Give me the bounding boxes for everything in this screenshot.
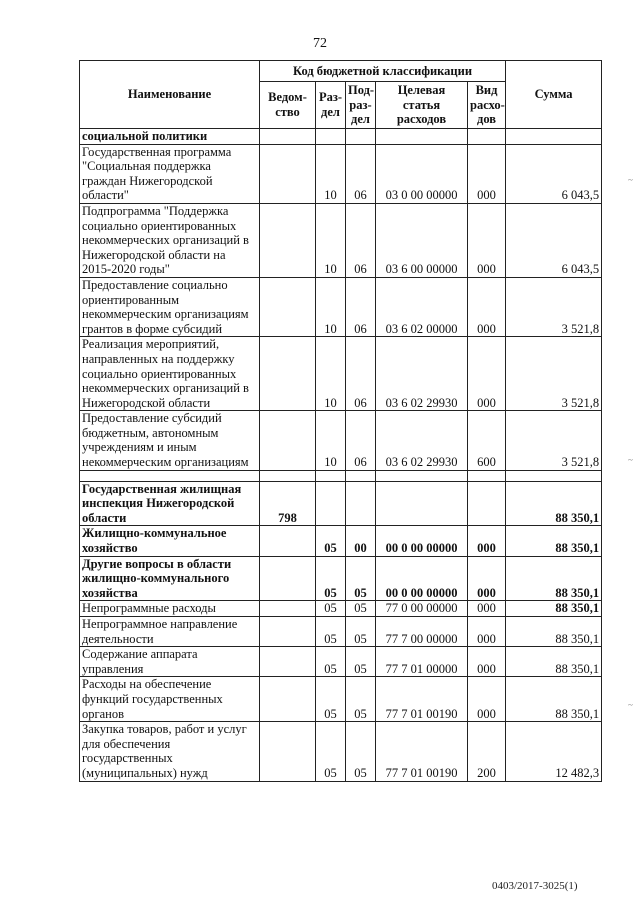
cell-name: Непрограммные расходы	[80, 601, 260, 617]
cell-vedomstvo	[260, 411, 316, 470]
cell-name: Государственная жилищная инспекция Нижегородской области	[80, 481, 260, 526]
cell-vid-raskhodov: 000	[468, 337, 506, 411]
cell-vedomstvo	[260, 470, 316, 481]
cell-razdel: 05	[316, 677, 346, 722]
cell-vedomstvo	[260, 677, 316, 722]
cell-podrazdel: 00	[346, 526, 376, 556]
cell-tselevaya-statya: 03 6 02 29930	[376, 337, 468, 411]
cell-razdel: 10	[316, 411, 346, 470]
cell-razdel: 10	[316, 144, 346, 203]
cell-name	[80, 470, 260, 481]
header-tselevaya-statya: Целевая статья расходов	[376, 82, 468, 129]
cell-tselevaya-statya: 77 7 01 00190	[376, 722, 468, 781]
cell-podrazdel: 06	[346, 203, 376, 277]
header-name: Наименование	[80, 61, 260, 129]
cell-podrazdel: 05	[346, 601, 376, 617]
cell-podrazdel: 05	[346, 617, 376, 647]
cell-name: Содержание аппарата управления	[80, 647, 260, 677]
table-row	[80, 617, 602, 647]
cell-name: социальной политики	[80, 129, 260, 145]
cell-vedomstvo	[260, 617, 316, 647]
cell-summa: 6 043,5	[506, 203, 602, 277]
header-vedomstvo: Ведом-ство	[260, 82, 316, 129]
cell-summa: 88 350,1	[506, 677, 602, 722]
cell-summa: 88 350,1	[506, 601, 602, 617]
cell-podrazdel: 05	[346, 647, 376, 677]
cell-name: Подпрограмма "Поддержка социально ориентированных некоммерческих организаций в Нижегородской области на 2015-2020 годы"	[80, 203, 260, 277]
cell-podrazdel: 06	[346, 337, 376, 411]
cell-vid-raskhodov	[468, 481, 506, 526]
table-row	[80, 470, 602, 481]
cell-razdel	[316, 481, 346, 526]
cell-vid-raskhodov: 000	[468, 526, 506, 556]
cell-razdel: 10	[316, 203, 346, 277]
cell-razdel: 05	[316, 526, 346, 556]
cell-vid-raskhodov: 000	[468, 601, 506, 617]
header-summa: Сумма	[506, 61, 602, 129]
cell-podrazdel	[346, 481, 376, 526]
cell-vid-raskhodov: 000	[468, 277, 506, 336]
cell-vid-raskhodov	[468, 129, 506, 145]
header-classification-group: Код бюджетной классификации	[260, 61, 506, 82]
cell-summa	[506, 129, 602, 145]
cell-vedomstvo	[260, 277, 316, 336]
cell-name: Предоставление субсидий бюджетным, автономным учреждениям и иным некоммерческим организациям	[80, 411, 260, 470]
cell-name: Реализация мероприятий, направленных на поддержку социально ориентированных некоммерческих организаций в Нижегородской области	[80, 337, 260, 411]
cell-name: Расходы на обеспечение функций государственных органов	[80, 677, 260, 722]
cell-tselevaya-statya: 03 6 02 29930	[376, 411, 468, 470]
edge-mark: ~	[628, 700, 634, 710]
cell-podrazdel	[346, 129, 376, 145]
table-row	[80, 722, 602, 781]
cell-vedomstvo	[260, 601, 316, 617]
cell-vedomstvo	[260, 203, 316, 277]
cell-name: Другие вопросы в области жилищно-коммунального хозяйства	[80, 556, 260, 601]
cell-vedomstvo	[260, 647, 316, 677]
table-row	[80, 677, 602, 722]
cell-summa: 12 482,3	[506, 722, 602, 781]
cell-razdel: 05	[316, 647, 346, 677]
table-row	[80, 647, 602, 677]
cell-name: Жилищно-коммунальное хозяйство	[80, 526, 260, 556]
table-row	[80, 601, 602, 617]
cell-razdel: 05	[316, 617, 346, 647]
cell-vid-raskhodov: 000	[468, 144, 506, 203]
cell-razdel: 05	[316, 601, 346, 617]
cell-name: Предоставление социально ориентированным некоммерческим организациям грантов в форме субсидий	[80, 277, 260, 336]
cell-vedomstvo	[260, 722, 316, 781]
cell-tselevaya-statya	[376, 470, 468, 481]
table-row	[80, 144, 602, 203]
cell-razdel: 05	[316, 722, 346, 781]
table-row	[80, 526, 602, 556]
cell-vid-raskhodov	[468, 470, 506, 481]
cell-summa: 88 350,1	[506, 647, 602, 677]
cell-summa: 3 521,8	[506, 411, 602, 470]
cell-summa: 88 350,1	[506, 556, 602, 601]
cell-vid-raskhodov: 000	[468, 556, 506, 601]
cell-vedomstvo	[260, 144, 316, 203]
cell-podrazdel: 05	[346, 556, 376, 601]
cell-razdel: 05	[316, 556, 346, 601]
table-row	[80, 203, 602, 277]
cell-podrazdel: 05	[346, 722, 376, 781]
cell-vid-raskhodov: 200	[468, 722, 506, 781]
budget-table	[79, 60, 602, 782]
cell-razdel: 10	[316, 337, 346, 411]
table-row	[80, 277, 602, 336]
cell-tselevaya-statya: 00 0 00 00000	[376, 556, 468, 601]
header-vid-raskhodov: Вид расхо-дов	[468, 82, 506, 129]
cell-vedomstvo	[260, 556, 316, 601]
cell-vid-raskhodov: 000	[468, 677, 506, 722]
table-row	[80, 129, 602, 145]
cell-vid-raskhodov: 000	[468, 203, 506, 277]
cell-tselevaya-statya: 77 7 01 00190	[376, 677, 468, 722]
cell-razdel	[316, 129, 346, 145]
cell-tselevaya-statya: 03 0 00 00000	[376, 144, 468, 203]
cell-tselevaya-statya	[376, 481, 468, 526]
cell-summa: 88 350,1	[506, 481, 602, 526]
cell-vedomstvo	[260, 129, 316, 145]
cell-tselevaya-statya: 77 7 01 00000	[376, 647, 468, 677]
header-podrazdel: Под-раз-дел	[346, 82, 376, 129]
table-row	[80, 556, 602, 601]
cell-vid-raskhodov: 600	[468, 411, 506, 470]
cell-vedomstvo	[260, 337, 316, 411]
cell-vid-raskhodov: 000	[468, 617, 506, 647]
cell-podrazdel: 05	[346, 677, 376, 722]
document-code: 0403/2017-3025(1)	[492, 880, 578, 892]
cell-name: Государственная программа "Социальная поддержка граждан Нижегородской области"	[80, 144, 260, 203]
cell-tselevaya-statya: 77 0 00 00000	[376, 601, 468, 617]
cell-summa: 3 521,8	[506, 337, 602, 411]
cell-vid-raskhodov: 000	[468, 647, 506, 677]
cell-razdel	[316, 470, 346, 481]
table-body	[80, 129, 602, 782]
cell-razdel: 10	[316, 277, 346, 336]
cell-tselevaya-statya: 03 6 02 00000	[376, 277, 468, 336]
cell-podrazdel	[346, 470, 376, 481]
cell-podrazdel: 06	[346, 144, 376, 203]
cell-tselevaya-statya: 03 6 00 00000	[376, 203, 468, 277]
cell-tselevaya-statya: 77 7 00 00000	[376, 617, 468, 647]
cell-vedomstvo: 798	[260, 481, 316, 526]
cell-podrazdel: 06	[346, 411, 376, 470]
cell-summa: 6 043,5	[506, 144, 602, 203]
cell-summa: 3 521,8	[506, 277, 602, 336]
header-razdel: Раз-дел	[316, 82, 346, 129]
cell-name: Закупка товаров, работ и услуг для обеспечения государственных (муниципальных) нужд	[80, 722, 260, 781]
table-row	[80, 481, 602, 526]
cell-vedomstvo	[260, 526, 316, 556]
edge-mark: ~	[628, 455, 634, 465]
cell-name: Непрограммное направление деятельности	[80, 617, 260, 647]
edge-mark: ~	[628, 175, 634, 185]
cell-tselevaya-statya: 00 0 00 00000	[376, 526, 468, 556]
cell-tselevaya-statya	[376, 129, 468, 145]
cell-summa: 88 350,1	[506, 617, 602, 647]
cell-summa: 88 350,1	[506, 526, 602, 556]
cell-summa	[506, 470, 602, 481]
cell-podrazdel: 06	[346, 277, 376, 336]
page-number: 72	[313, 36, 327, 51]
table-row	[80, 337, 602, 411]
table-row	[80, 411, 602, 470]
